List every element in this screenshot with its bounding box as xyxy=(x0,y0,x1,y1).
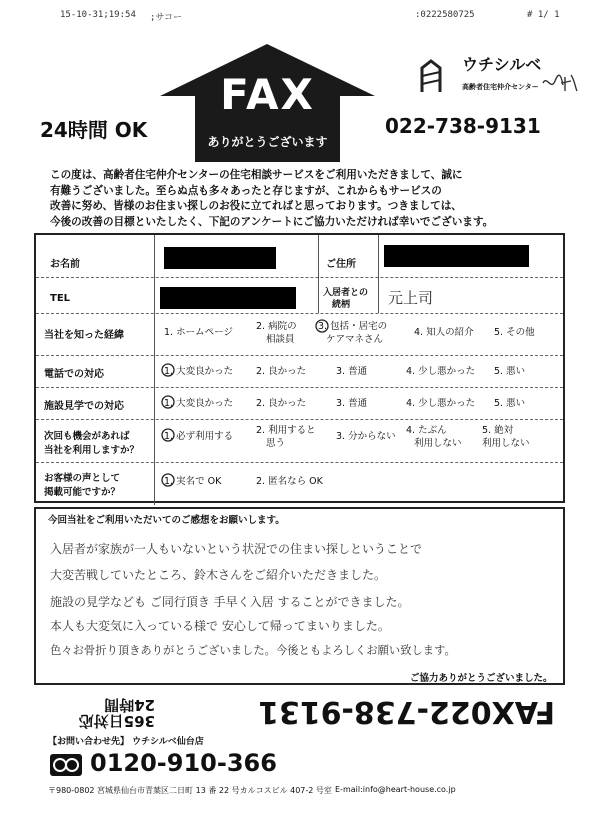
column-divider xyxy=(378,235,379,277)
q3-label: 施設見学での対応 xyxy=(44,401,124,412)
selected-circle xyxy=(315,319,329,333)
fax-datetime: 15-10-31;19:54 xyxy=(60,10,136,20)
q3-option: 4. 少し悪かった xyxy=(406,398,476,409)
comment-closing: ご協力ありがとうございました。 xyxy=(410,673,553,684)
mirrored-365-text: 365日対応 24時間 xyxy=(78,696,155,730)
q1-option: ケアマネさん xyxy=(326,334,384,345)
fax-sender: ;サコー xyxy=(150,13,183,23)
address-text: 〒980-0802 宮城県仙台市青葉区二日町 13 番 22 号カルコスビル 407-2 号室 xyxy=(48,786,332,795)
q4-label: 次回も機会があれば xyxy=(44,431,130,442)
intro-line: 改善に努め、皆様のお住まい探しのお役に立てればと思っております。つきましては、 xyxy=(50,200,462,213)
q1-option: 2. 病院の xyxy=(256,321,297,332)
comment-line: 大変苦戦していたところ、鈴木さんをご紹介いただきました。 xyxy=(50,568,387,582)
redacted-name xyxy=(164,247,276,269)
selected-circle xyxy=(161,395,175,409)
logo-icon xyxy=(418,58,444,92)
selected-circle xyxy=(161,428,175,442)
tel-label: TEL xyxy=(50,293,71,304)
freedial-icon xyxy=(50,754,82,776)
q4-option: 利用しない xyxy=(414,438,462,449)
q3-option: 1. 大変良かった xyxy=(164,398,234,409)
fax-page: # 1/ 1 xyxy=(527,10,560,20)
q5-label: お客様の声として xyxy=(44,473,121,484)
q2-option: 3. 普通 xyxy=(336,366,368,377)
q3-option: 2. 良かった xyxy=(256,398,307,409)
freedial-number: 0120-910-366 xyxy=(90,749,277,777)
redacted-address xyxy=(384,245,529,267)
address-label: ご住所 xyxy=(326,259,356,270)
q5-label: 掲載可能ですか？ xyxy=(44,487,121,498)
q1-option: 3. 包括・居宅の xyxy=(318,321,388,332)
intro-line: この度は、高齢者住宅仲介センターの住宅相談サービスをご利用いただきまして、誠に xyxy=(50,169,463,181)
q4-option: 3. 分からない xyxy=(336,431,396,442)
q4-option: 思う xyxy=(266,438,286,449)
handwritten-signature xyxy=(541,71,579,95)
q5-option: 1. 実名で OK xyxy=(164,476,222,487)
q3-option: 5. 悪い xyxy=(494,398,526,409)
q3-option: 3. 普通 xyxy=(336,398,368,409)
q1-option: 4. 知人の紹介 xyxy=(414,327,474,338)
selected-circle xyxy=(161,473,175,487)
intro-line: 有難うございました。至らぬ点も多々あったと存じますが、これからもサービスの xyxy=(50,184,442,197)
comment-line: 本人も大変気に入っている様で 安心して帰ってまいりました。 xyxy=(50,619,390,633)
comment-line: 施設の見学なども ご同行頂き 手早く入居 することができました。 xyxy=(50,595,410,609)
q1-option: 1. ホームページ xyxy=(164,327,233,338)
comment-line: 色々お骨折り頂きありがとうございました。今後ともよろしくお願い致します。 xyxy=(50,644,456,657)
q2-label: 電話での対応 xyxy=(44,369,104,380)
comment-line: 入居者が家族が一人もいないという状況での住まい探しということで xyxy=(50,542,423,556)
q2-option: 1. 大変良かった xyxy=(164,366,234,377)
redacted-tel xyxy=(160,287,296,309)
relation-label: 続柄 xyxy=(332,300,351,310)
selected-circle xyxy=(161,363,175,377)
brand-name: ウチシルベ xyxy=(462,55,542,74)
contact-label: 【お問い合わせ先】 ウチシルベ仙台店 xyxy=(48,737,204,747)
fax-title: FAX xyxy=(220,70,315,119)
fax-number: :0222580725 xyxy=(415,10,475,20)
q4-option: 利用しない xyxy=(482,438,530,449)
q2-option: 4. 少し悪かった xyxy=(406,366,476,377)
brand-subtitle: 高齢者住宅仲介センター xyxy=(462,83,539,91)
mirrored-fax-number xyxy=(34,691,565,729)
email-text: E-mail:info@heart-house.co.jp xyxy=(335,785,456,794)
q4-label: 当社を利用しますか？ xyxy=(44,445,140,456)
q1-label: 当社を知った経緯 xyxy=(44,330,124,341)
relation-value: 元上司 xyxy=(388,289,434,307)
q5-option: 2. 匿名なら OK xyxy=(256,476,323,487)
column-divider xyxy=(318,235,319,277)
header-fax-number: 022-738-9131 xyxy=(385,114,541,138)
q4-option: 4. たぶん xyxy=(406,425,447,436)
relation-label: 入居者との xyxy=(323,288,369,298)
q4-option: 1. 必ず利用する xyxy=(164,431,234,442)
q1-option: 5. その他 xyxy=(494,327,535,338)
q2-option: 2. 良かった xyxy=(256,366,307,377)
comment-title: 今回当社をご利用いただいてのご感想をお願いします。 xyxy=(48,515,285,526)
column-divider xyxy=(378,277,379,313)
q1-option: 相談員 xyxy=(266,334,295,345)
name-label: お名前 xyxy=(50,259,80,270)
thanks-text: ありがとうございます xyxy=(207,135,328,149)
mirrored-number-text: FAX022-738-9131 xyxy=(257,694,555,729)
column-divider xyxy=(318,277,319,313)
q4-option: 2. 利用すると xyxy=(256,425,316,436)
survey-table xyxy=(34,233,565,503)
q2-option: 5. 悪い xyxy=(494,366,526,377)
intro-paragraph xyxy=(50,168,570,230)
hours-label: 24時間 OK xyxy=(40,118,148,142)
column-divider xyxy=(154,235,155,505)
q4-option: 5. 絶対 xyxy=(482,425,514,436)
intro-line: 今後の改善の目標といたしたく、下記のアンケートにご協力いただければ幸いでございます。 xyxy=(50,215,494,228)
